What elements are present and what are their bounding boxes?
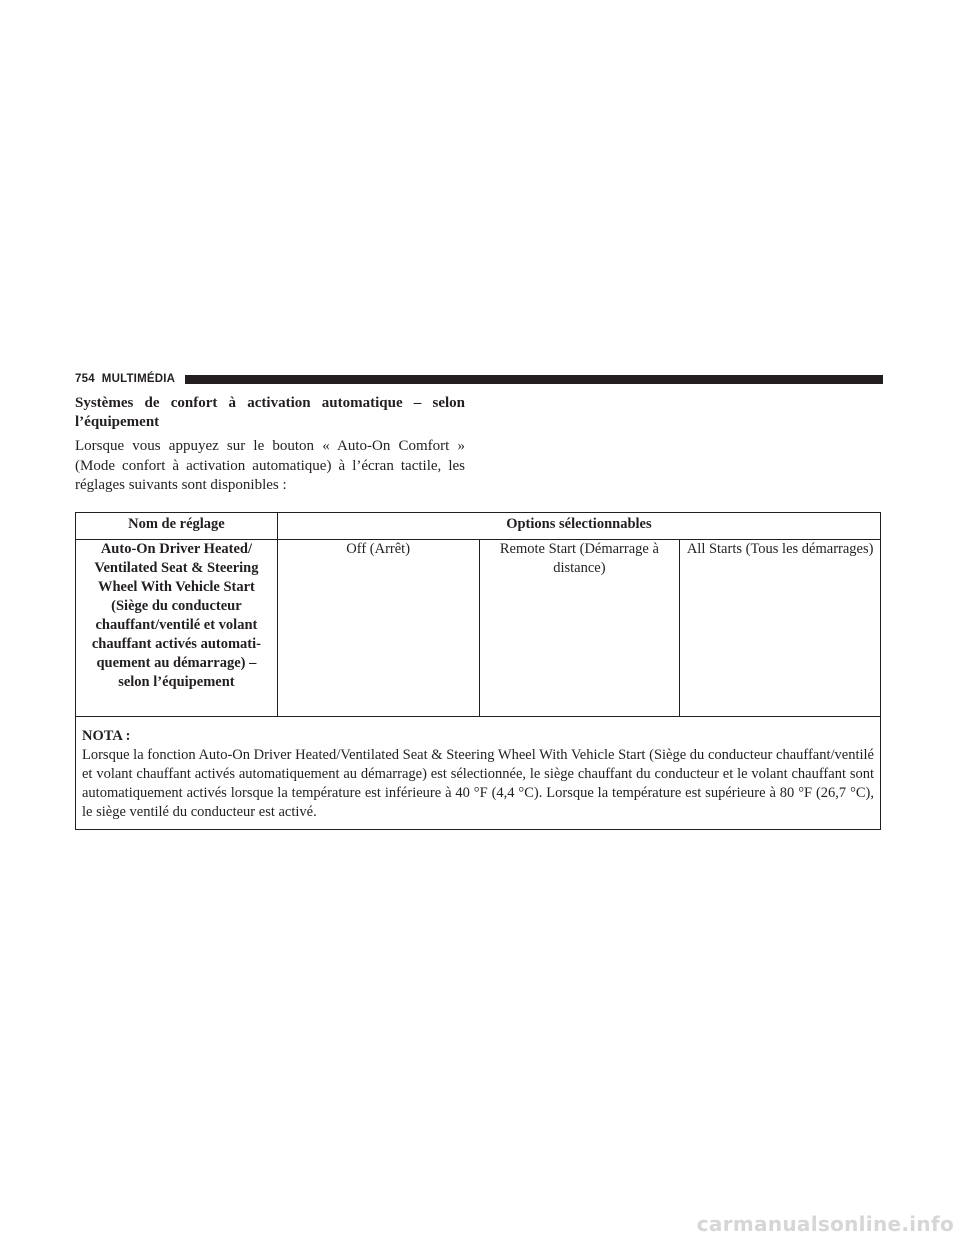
option-all-starts: All Starts (Tous les démarrages) [680,540,881,717]
header-selectable-options: Options sélectionnables [277,513,880,540]
page-number: 754 [75,373,95,385]
option-off: Off (Arrêt) [277,540,479,717]
section-title: Systèmes de confort à activation automatique – selon l’équipement [75,395,465,430]
header-rule [185,375,883,384]
note-label: NOTA : [82,728,131,744]
note-cell [76,717,881,830]
table-row [76,540,881,717]
section-name: MULTIMÉDIA [101,373,176,385]
note-text: Lorsque la fonction Auto-On Driver Heated/Ventilated Seat & Steering Wheel With Vehicle Start (Siège du conducteur chauffant/ventilé et volant chauffant activés automatiquement au démarrage) est sélectionnée, le siège chauffant du conducteur et le volant chauffant sont automatiquement activés lorsque la température est inférieure à 40 °F (4,4 °C). Lorsque la température est supérieure à 80 °F (26,7 °C), le siège ventilé du conducteur est activé. [82,747,874,820]
note-row [76,717,881,830]
header-setting-name: Nom de réglage [76,513,278,540]
setting-name-cell: Auto-On Driver Heated/ Ventilated Seat & Steering Wheel With Vehicle Start (Siège du conducteur chauffant/ventilé et volant chauffant activés automatiquement au démarrage) – selon l’équipement [76,540,278,717]
watermark: carmanualsonline.info [696,1212,954,1236]
table-header-row [76,513,881,540]
intro-paragraph: Lorsque vous appuyez sur le bouton « Auto-On Comfort » (Mode confort à activation automatique) à l’écran tactile, les réglages suivants sont disponibles : [75,438,465,493]
option-remote-start: Remote Start (Démarrage à distance) [479,540,680,717]
settings-table [75,512,881,830]
page-header [75,372,883,386]
